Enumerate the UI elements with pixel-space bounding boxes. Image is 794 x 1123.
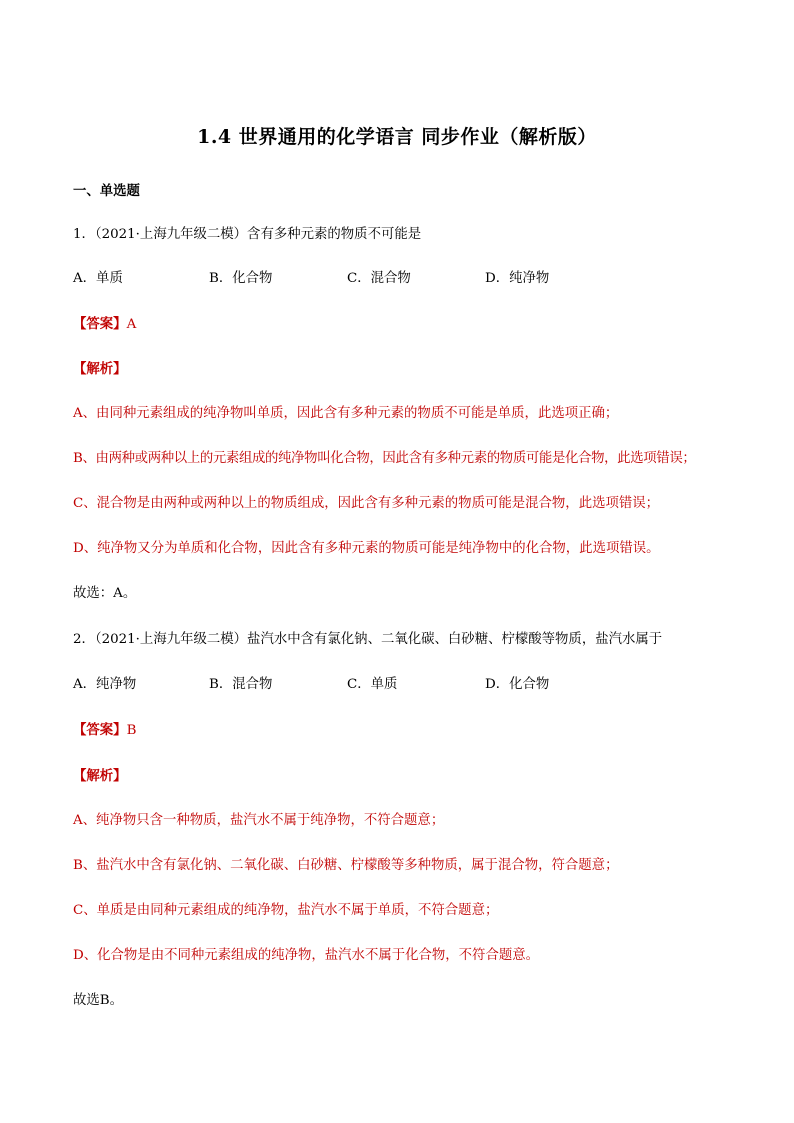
question-1-analysis-b: B、由两种或两种以上的元素组成的纯净物叫化合物，因此含有多种元素的物质可能是化合物，此选项错误； (73, 451, 696, 466)
answer-value: B (126, 723, 137, 738)
question-2-option-b: B．混合物 (209, 677, 273, 692)
question-2-analysis-label: 【解析】 (73, 768, 127, 784)
section-heading: 一、单选题 (73, 183, 140, 199)
answer-value: A (126, 317, 137, 332)
question-1-analysis-c: C、混合物是由两种或两种以上的物质组成，因此含有多种元素的物质可能是混合物，此选项错误； (73, 496, 660, 511)
question-1-analysis-d: D、纯净物又分为单质和化合物，因此含有多种元素的物质可能是纯净物中的化合物，此选项错误。 (73, 541, 660, 556)
question-1-option-b: B．化合物 (209, 271, 273, 286)
question-2-stem: 2．（2021·上海九年级二模）盐汽水中含有氯化钠、二氧化碳、白砂糖、柠檬酸等物质，盐汽水属于 (73, 632, 663, 647)
question-2-option-d: D．化合物 (485, 677, 550, 692)
question-1-analysis-label: 【解析】 (73, 361, 127, 377)
question-1-conclusion: 故选：A。 (73, 586, 137, 601)
question-2-option-a: A．纯净物 (73, 677, 137, 692)
question-2-analysis-b: B、盐汽水中含有氯化钠、二氧化碳、白砂糖、柠檬酸等多种物质，属于混合物，符合题意； (73, 858, 619, 873)
question-2-analysis-a: A、纯净物只含一种物质，盐汽水不属于纯净物，不符合题意； (73, 813, 445, 828)
question-1-option-c: C．混合物 (347, 271, 411, 286)
answer-label: 【答案】 (73, 722, 127, 738)
question-2-answer (73, 721, 136, 740)
question-1-analysis-a: A、由同种元素组成的纯净物叫单质，因此含有多种元素的物质不可能是单质，此选项正确； (73, 406, 619, 421)
question-2-analysis-d: D、化合物是由不同种元素组成的纯净物，盐汽水不属于化合物，不符合题意。 (73, 948, 540, 963)
question-1-answer (73, 315, 136, 334)
document-title: 1.4 世界通用的化学语言 同步作业（解析版） (197, 126, 597, 148)
question-1-stem: 1．（2021·上海九年级二模）含有多种元素的物质不可能是 (73, 227, 422, 242)
question-2-option-c: C．单质 (347, 677, 398, 692)
question-2-analysis-c: C、单质是由同种元素组成的纯净物，盐汽水不属于单质，不符合题意； (73, 903, 499, 918)
question-1-option-d: D．纯净物 (485, 271, 550, 286)
answer-label: 【答案】 (73, 316, 127, 332)
question-1-option-a: A．单质 (73, 271, 123, 286)
question-2-conclusion: 故选B。 (73, 993, 124, 1008)
